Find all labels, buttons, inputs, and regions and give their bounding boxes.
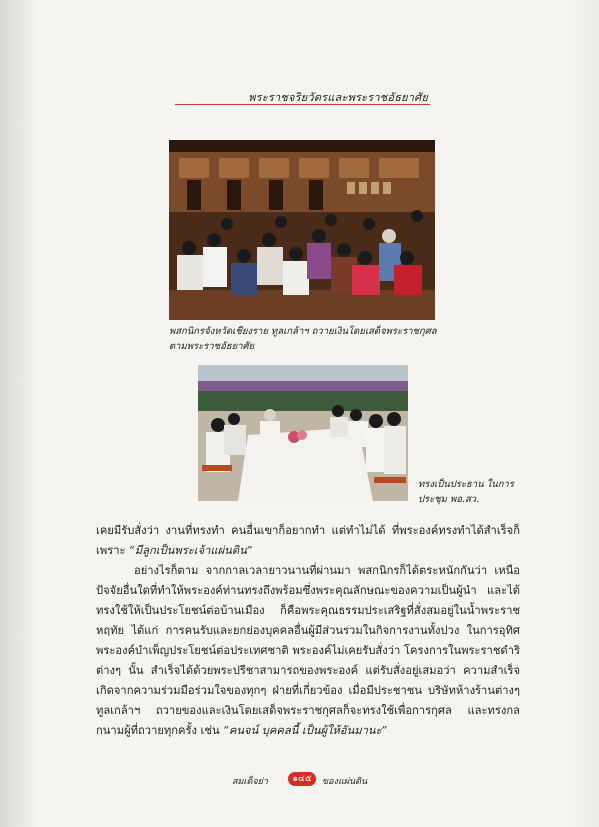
paragraph-2-quote: “คนจน์ บุคคลนี้ เป็นผู้ให้อันมานะ” — [223, 724, 388, 737]
page-number-badge: ๑๔๕ — [288, 772, 316, 786]
photo-gathering — [169, 140, 435, 320]
running-header: พระราชจริยวัตรและพระราชอัธยาศัย — [248, 91, 428, 104]
paragraph-1 — [96, 521, 520, 561]
paragraph-1-quote: “มีลูกเป็นพระเจ้าแผ่นดิน” — [129, 544, 253, 557]
page-gutter-shadow — [0, 0, 38, 827]
body-text — [96, 521, 520, 741]
footer-right-text: ของแผ่นดิน — [322, 777, 368, 787]
footer-left-text: สมเด็จย่า — [232, 777, 268, 787]
paragraph-2 — [96, 561, 520, 741]
photo-caption-meeting: ทรงเป็นประธาน ในการประชุม พอ.สว. — [418, 479, 514, 505]
paragraph-1-text: เคยมีรับสั่งว่า งานที่ทรงทำ คนอื่นเขาก็อยากทำ แต่ทำไม่ได้ ที่พระองค์ทรงทำได้สำเร็จก็เพราะ — [96, 524, 520, 557]
photo-meeting — [198, 365, 408, 501]
page-right-edge — [565, 0, 599, 827]
paragraph-2-text: อย่างไรก็ตาม จากกาลเวลายาวนานที่ผ่านมา พสกนิกรก็ได้ตระหนักกันว่า เหนือปัจจัยอื่นใดที่ทำให้พระองค์ท่านทรงถึงพร้อมซึ่งพระคุณลักษณะของความเป็นผู้นำ และได้ทรงใช้ให้เป็นประโยชน์ต่อบ้านเมือง ก็คือพระคุณธรรมประเสริฐที่สั่งสมอยู่ในน้ำพระราชหฤทัย ได้แก่ การคนรับและยกย่องบุคคลอื่นผู้มีส่วนรวมในกิจการงานทั้งปวง ในการอุทิศพระองค์บำเพ็ญประโยชน์ต่อประเทศชาติ พระองค์ไม่เคยรับสั่งว่า โครงการในพระราชดำริต่างๆ นั้น สำเร็จได้ด้วยพระปรีชาสามารถของพระองค์ แต่รับสั่งอยู่เสมอว่า ความสำเร็จเกิดจากความร่วมมือร่วมใจของทุกๆ ฝ่ายที่เกี่ยวข้อง เมื่อมีประชาชน บริษัทห้างร้านต่างๆ ทูลเกล้าฯ ถวายของและเงินโดยเสด็จพระราชกุศลก็จะทรงใช้เพื่อการกุศล และทรงกลกนามผู้ที่ถวายทุกครั้ง เช่น — [96, 564, 520, 737]
header-rule — [175, 104, 430, 105]
footer — [232, 772, 432, 788]
photo-caption-gathering: พสกนิกรจังหวัดเชียงราย ทูลเกล้าฯ ถวายเงินโดยเสด็จพระราชกุศล ตามพระราชอัธยาศัย — [169, 326, 437, 352]
